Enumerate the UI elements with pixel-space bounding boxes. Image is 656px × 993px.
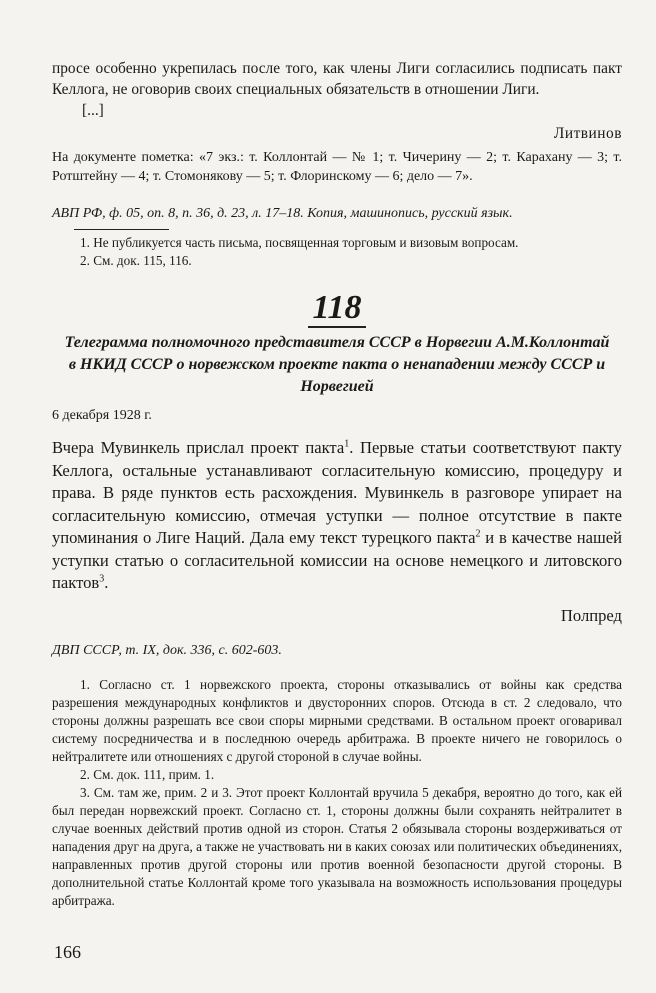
footnote-ref: 1 bbox=[344, 438, 350, 450]
footnote: 2. См. док. 111, прим. 1. bbox=[80, 766, 215, 782]
footnotes-document-118 bbox=[52, 676, 622, 910]
footnote: 2. См. док. 115, 116. bbox=[80, 253, 192, 268]
footnote: 3. См. там же, прим. 2 и 3. Этот проект Коллонтай вручила 5 декабря, вероятно до того, как ей был передан норвежский проект. Согласно ст. 1, стороны должны были сохранять нейтралитет в случае военных действий против одной из сторон. Статья 2 обязывала стороны воздерживаться от нападения друг на друга, а также не участвовать ни в каких союзах или политических объединениях, направленных против другой стороны или против военной безопасности другой стороны. В дополнительной статье Коллонтай кроме того указывала на возможность использования процедуры арбитража. bbox=[52, 784, 622, 908]
document-annotation: На документе пометка: «7 экз.: т. Коллонтай — № 1; т. Чичерину — 2; т. Карахану — 3; т. Ротштейну — 4; т. Стомонякову — 5; т. Флоринскому — 6; дело — 7». bbox=[52, 150, 622, 184]
document-date: 6 декабря 1928 г. bbox=[52, 408, 152, 423]
signer-polpred: Полпред bbox=[560, 605, 622, 625]
footnote-ref: 3 bbox=[99, 573, 105, 585]
page-number: 166 bbox=[54, 942, 81, 962]
footnote: 1. Не публикуется часть письма, посвященная торговым и визовым вопросам. bbox=[80, 235, 519, 250]
telegram-text-part: . Первые статьи соответствуют пакту Келлога, остальные устанавливают согласительную комиссию, процедуру и права. В ряде пунктов есть расхождения. Мувинкель в разговоре упирает на согласительную комиссию, отмечая уступки — полное отсутствие в пакте упоминания о Лиге Наций. Дала ему текст турецкого пакта bbox=[52, 438, 622, 547]
publication-source: ДВП СССР, т. IX, док. 336, с. 602-603. bbox=[52, 642, 282, 658]
footnote-divider bbox=[74, 229, 169, 230]
footnotes-previous-document bbox=[52, 234, 622, 270]
page-content bbox=[52, 58, 622, 910]
continuation-paragraph: просе особенно укрепилась после того, как члены Лиги согласились подписать пакт Келлога, не оговорив своих специальных обязательств в отношении Лиги. bbox=[52, 60, 622, 98]
omission-mark: [...] bbox=[82, 102, 104, 119]
footnote-ref: 2 bbox=[475, 528, 481, 540]
document-number-text: 118 bbox=[308, 289, 365, 328]
telegram-text-part: Вчера Мувинкель прислал проект пакта bbox=[52, 438, 345, 457]
telegram-text-part: . bbox=[104, 573, 109, 592]
footnote: 1. Согласно ст. 1 норвежского проекта, стороны отказывались от войны как средства разрешения международных конфликтов и двусторонних споров. Отсюда в ст. 2 следовало, что стороны должны разрешать все свои споры мирными средствами. В остальном проект оговаривал систему посредничества и в последнюю очередь арбитража. В проекте ничего не говорилось о нейтралитете или отношениях с другой стороной в случае войны. bbox=[52, 676, 622, 764]
telegram-text-part: и в качестве нашей уступки статью о согласительной комиссии на основе немецкого и литовского пактов bbox=[52, 528, 622, 592]
signature-litvinov: Литвинов bbox=[553, 125, 622, 142]
document-number bbox=[52, 290, 622, 326]
document-title: Телеграмма полномочного представителя СССР в Норвегии А.М.Коллонтай в НКИД СССР о норвежском проекте пакта о ненападении между СССР и Норвегией bbox=[64, 334, 610, 395]
archive-source: АВП РФ, ф. 05, оп. 8, п. 36, д. 23, л. 17–18. Копия, машинопись, русский язык. bbox=[52, 206, 513, 221]
telegram-body bbox=[52, 437, 622, 595]
